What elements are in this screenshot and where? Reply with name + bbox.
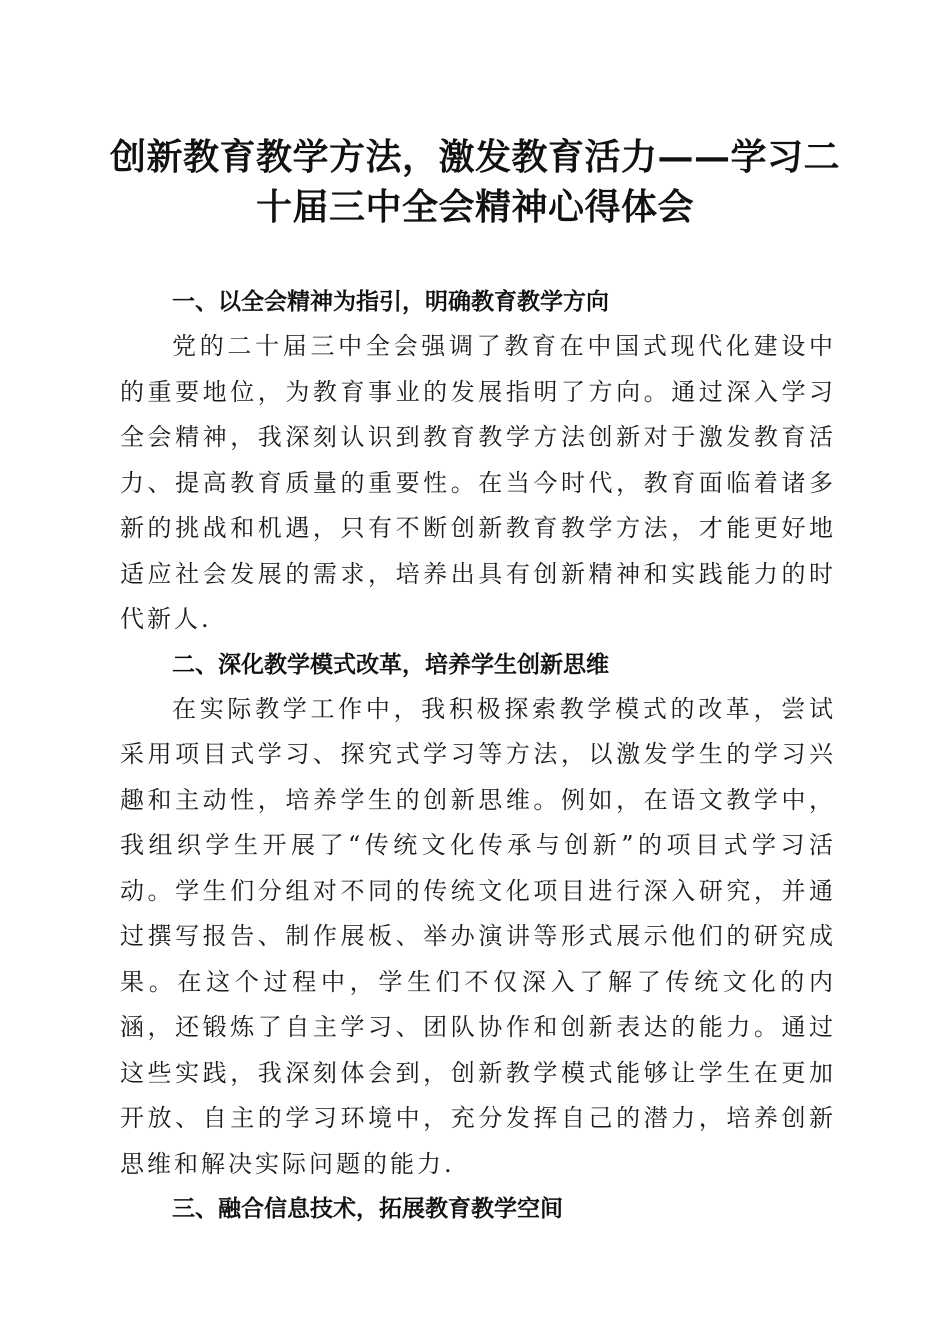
section-paragraph-1: 党的二十届三中全会强调了教育在中国式现代化建设中的重要地位，为教育事业的发展指明了方向。通过深入学习全会精神，我深刻认识到教育教学方法创新对于激发教育活力、提高教育质量的重要性。在当今时代，教育面临着诸多新的挑战和机遇，只有不断创新教育教学方法，才能更好地适应社会发展的需求，培养出具有创新精神和实践能力的时代新人. [120,332,836,633]
section-heading-1: 一、以全会精神为指引，明确教育教学方向 [172,289,609,315]
section-paragraph-2: 在实际教学工作中，我积极探索教学模式的改革，尝试采用项目式学习、探究式学习等方法，以激发学生的学习兴趣和主动性，培养学生的创新思维。例如，在语文教学中，我组织学生开展了“传统文化传承与创新”的项目式学习活动。学生们分组对不同的传统文化项目进行深入研究，并通过撰写报告、制作展板、举办演讲等形式展示他们的研究成果。在这个过程中，学生们不仅深入了解了传统文化的内涵，还锻炼了自主学习、团队协作和创新表达的能力。通过这些实践，我深刻体会到，创新教学模式能够让学生在更加开放、自主的学习环境中，充分发挥自己的潜力，培养创新思维和解决实际问题的能力. [120,694,836,1178]
document-title: 创新教育教学方法，激发教育活力——学习二十届三中全会精神心得体会 [110,136,841,228]
document-body [120,280,836,1231]
section-heading-2: 二、深化教学模式改革，培养学生创新思维 [172,651,609,678]
section-heading-3: 三、融合信息技术，拓展教育教学空间 [172,1196,563,1222]
